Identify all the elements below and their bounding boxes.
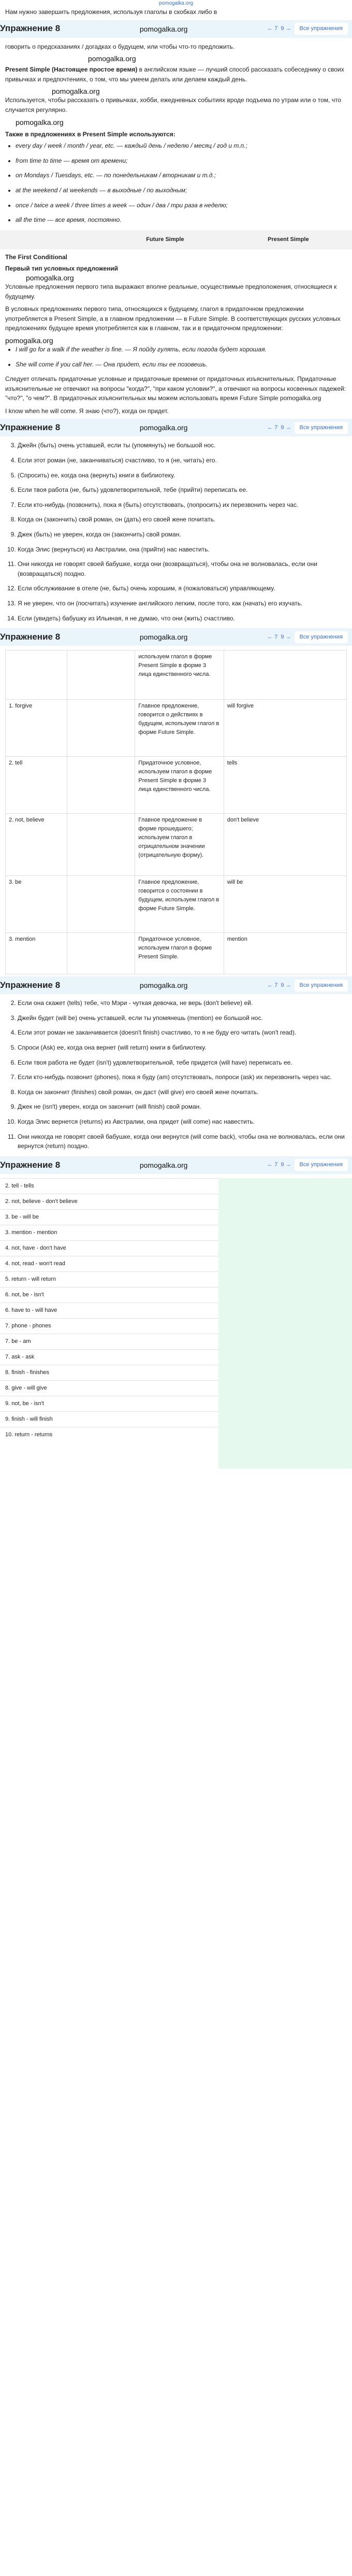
cell-explanation: Придаточное условное, используем глагол в форме Present Simple в форме 3 лица единственного числа.	[135, 757, 224, 814]
cell-explanation: Придаточное условное, используем глагол в форме Present Simple.	[135, 933, 224, 974]
cell-explanation: Главное предложение в форме прошедшего; используем глагол в отрицательном значении (отрицательную форму).	[135, 814, 224, 876]
answer-row	[0, 1209, 218, 1225]
marker-item: • at the weekend / at weekends — в выходные / по выходным;	[16, 186, 347, 195]
exercise-nav	[267, 631, 348, 643]
exercise-header-2	[0, 419, 352, 436]
answer-row	[0, 1287, 218, 1303]
prev-label: 7	[274, 25, 278, 32]
prev-label: 7	[274, 982, 278, 988]
cell-explanation: используем глагол в форме Present Simple в форме 3 лица единственного числа.	[135, 650, 224, 700]
prev-exercise-button[interactable]: ← 7	[267, 25, 278, 32]
cell-num: 2. tell	[6, 757, 67, 814]
cell-num: 2. not, believe	[6, 814, 67, 876]
prev-exercise-button[interactable]: ← 7	[267, 424, 278, 431]
answer-text: 4. not, read - won't read	[5, 1260, 65, 1267]
explanation-table	[5, 650, 347, 974]
present-simple-desc: в английском языке — лучший способ рассказать собеседнику о своих привычках и предпочтениях, о том, что мы умеем делать или делаем каждый день.	[5, 66, 344, 83]
conditional-p2: В условных предложениях первого типа, относящихся к будущему, глагол в придаточном предложении употребляется в Present Simple, а в главном предложении — в Future Simple. В соответствующих русских условных предложениях будущее время употребляется как в главном, так и в придаточном предложении:	[5, 305, 341, 332]
answer-row	[0, 1427, 218, 1442]
watermark: pomogalka.org	[5, 336, 53, 345]
exercise-nav	[267, 23, 348, 35]
answer-row	[0, 1256, 218, 1271]
answer-text: 6. have to - will have	[5, 1307, 57, 1314]
answer-row	[0, 1349, 218, 1365]
cell-sentence	[67, 700, 135, 757]
prev-exercise-button[interactable]: ← 7	[267, 1162, 278, 1168]
table-row	[6, 650, 347, 700]
grid-section	[0, 650, 352, 974]
exercise-header-3	[0, 628, 352, 646]
conditional-examples	[5, 345, 347, 369]
exercise-title: Упражнение 8	[0, 23, 61, 34]
cell-sentence	[67, 876, 135, 933]
present-simple-term: Present Simple (Настоящее простое время)	[5, 66, 138, 74]
watermark: pomogalka.org	[139, 981, 188, 990]
answer-text: 7. phone - phones	[5, 1323, 51, 1329]
watermark: pomogalka.org	[26, 273, 74, 282]
marker-item: • once / twice a week / three times a week — один / два / три раза в неделю;	[16, 201, 347, 210]
answer-row	[0, 1178, 218, 1194]
all-exercises-button[interactable]: Все упражнения	[295, 23, 348, 35]
example-1: • I will go for a walk if the weather is fine. — Я пойду гулять, если погода будет хорошая.	[16, 345, 347, 355]
cell-form: tells	[224, 757, 346, 814]
answer-row	[0, 1396, 218, 1411]
all-exercises-button[interactable]: Все упражнения	[295, 631, 348, 643]
sentence-item: 8. Когда он (закончить) свой роман, он (дать) его своей жене почитать.	[18, 515, 347, 525]
answer-text: 5. return - will return	[5, 1276, 56, 1283]
exercise-title: Упражнение 8	[0, 1159, 61, 1170]
conditional-p3: Следует отличать придаточные условные и придаточные времени от придаточных изъяснительных. Придаточные изъяснительные не отвечают на вопросы "когда?", "при каком условии?", а отвечают на вопросы косвенных падежей: "что?", "о чем?". В придаточных изъяснительных мы можем использовать время Future Simple pomogalka.org	[5, 375, 346, 402]
answers-side-panel	[218, 1178, 352, 1468]
prev-exercise-button[interactable]: ← 7	[267, 982, 278, 988]
answer-sentence: 8. Когда он закончит (finishes) свой роман, он даст (will give) его своей жене почитать.	[18, 1087, 347, 1097]
watermark: pomogalka.org	[139, 24, 188, 33]
answer-sentence: 9. Джек не (isn't) уверен, когда он закончит (will finish) свой роман.	[18, 1102, 347, 1112]
table-row	[6, 933, 347, 974]
answer-sentence: 2. Если она скажет (tells) тебе, что Мэри - чуткая девочка, не верь (don't believe) ей.	[18, 998, 347, 1008]
conditional-subtitle: Первый тип условных предложений	[5, 265, 119, 273]
exercise-nav	[267, 1159, 348, 1171]
all-exercises-button[interactable]: Все упражнения	[295, 1159, 348, 1171]
answer-row	[0, 1194, 218, 1209]
cell-explanation: Главное предложение, говорится о состоянии в будущем, используем глагол в форме Future Simple.	[135, 876, 224, 933]
cell-sentence	[67, 933, 135, 974]
answer-text: 6. not, be - isn't	[5, 1292, 44, 1298]
markers-title: Также в предложениях в Present Simple используются:	[5, 130, 175, 138]
next-exercise-button[interactable]: 9 →	[281, 25, 291, 32]
answer-text: 7. ask - ask	[5, 1354, 35, 1361]
cell-sentence	[67, 814, 135, 876]
answers-sentences-section	[0, 998, 352, 1151]
conditional-section	[0, 252, 352, 416]
table-row	[6, 814, 347, 876]
table-row	[6, 757, 347, 814]
sentence-item: 11. Они никогда не говорят своей бабушке, когда они (возвращаться), чтобы она не волновалась, если они (возвращаться) поздно.	[18, 559, 347, 578]
exercise-nav	[267, 422, 348, 434]
cell-sentence	[67, 757, 135, 814]
sentences-list	[5, 441, 347, 623]
example-2: • She will come if you call her. — Она придет, если ты ее позовешь.	[16, 360, 347, 370]
answer-text: 2. tell - tells	[5, 1182, 34, 1189]
answer-text: 8. finish - finishes	[5, 1369, 49, 1376]
answers-list-inner	[0, 1178, 218, 1443]
sentence-item: 12. Если обслуживание в отеле (не, быть) очень хорошим, я (пожаловаться) управляющему.	[18, 584, 347, 593]
intro-paragraph-4: Используется, чтобы рассказать о привычках, хобби, ежедневных событиях вроде подъема по утрам или о том, что случается регулярно.	[5, 96, 342, 114]
sentence-item: 7. Если кто-нибудь (позвонить), пока я (быть) отсутствовать, (попросить) их перезвонить через час.	[18, 500, 347, 510]
cell-num: 3. mention	[6, 933, 67, 974]
watermark: pomogalka.org	[139, 633, 188, 642]
answer-row	[0, 1303, 218, 1318]
exercise-header-5	[0, 1156, 352, 1174]
answer-sentence: 7. Если кто-нибудь позвонит (phones), пока я буду (am) отсутствовать, попроси (ask) их перезвонить через час.	[18, 1072, 347, 1082]
answer-text: 3. be - will be	[5, 1213, 39, 1220]
answer-row	[0, 1334, 218, 1349]
sentence-item: 4. Если этот роман (не, заканчиваться) счастливо, то я (не, читать) его.	[18, 456, 347, 465]
answer-sentence: 3. Джейн будет (will be) очень уставшей, если ты упомянешь (mention) ее большой нос.	[18, 1013, 347, 1023]
answer-text: 4. not, have - don't have	[5, 1244, 66, 1251]
exercise-title: Упражнение 8	[0, 980, 61, 990]
prev-label: 7	[274, 424, 278, 431]
next-label: 9	[281, 424, 284, 431]
sentence-item: 9. Джек (быть) не уверен, когда он (закончить) свой роман.	[18, 530, 347, 540]
next-label: 9	[281, 982, 284, 988]
exercise-header-4	[0, 976, 352, 994]
answers-block	[0, 1178, 352, 1468]
answer-row	[0, 1411, 218, 1427]
answer-text: 3. mention - mention	[5, 1229, 57, 1236]
cell-num: 1. forgive	[6, 700, 67, 757]
answer-text: 2. not, believe - don't believe	[5, 1198, 78, 1205]
answer-row	[0, 1225, 218, 1240]
conditional-p1: Условные предложения первого типа выражают вполне реальные, осуществимые предположения, относящиеся к будущему.	[5, 282, 337, 300]
sentence-item: 6. Если твоя работа (не, быть) удовлетворительной, тебе (прийти) переписать ее.	[18, 485, 347, 495]
answer-sentence: 6. Если твоя работа не будет (isn't) удовлетворительной, тебе придется (will have) переписать ее.	[18, 1058, 347, 1068]
next-label: 9	[281, 25, 284, 32]
answer-row	[0, 1318, 218, 1334]
cell-form: don't believe	[224, 814, 346, 876]
answer-text: 8. give - will give	[5, 1385, 47, 1392]
exercise-header-1	[0, 20, 352, 38]
sentences-section	[0, 441, 352, 623]
compare-table	[0, 230, 352, 249]
cell-form: mention	[224, 933, 346, 974]
next-exercise-button[interactable]: 9 →	[281, 982, 291, 988]
answer-sentence: 11. Они никогда не говорят своей бабушке, когда они вернутся (will come back), чтобы она не волновалась, если они вернутся (return) поздно.	[18, 1132, 347, 1151]
compare-col-future: Future Simple	[106, 230, 225, 249]
watermark: pomogalka.org	[88, 54, 136, 63]
conditional-p4: I know when he will come. Я знаю (что?), когда он придет.	[5, 407, 169, 415]
answers-sentences-list	[5, 998, 347, 1151]
exercise-nav	[267, 980, 348, 992]
answer-row	[0, 1380, 218, 1396]
marker-item: • on Mondays / Tuesdays, etc. — по понедельникам / вторникам и т.д.;	[16, 171, 347, 180]
sentence-item: 10. Когда Элис (вернуться) из Австралии, она (прийти) нас навестить.	[18, 545, 347, 555]
present-simple-section	[0, 42, 352, 225]
answers-list	[0, 1178, 218, 1468]
answer-row	[0, 1271, 218, 1287]
all-exercises-button[interactable]: Все упражнения	[295, 980, 348, 992]
table-row	[6, 700, 347, 757]
exercise-title: Упражнение 8	[0, 632, 61, 642]
watermark: pomogalka.org	[139, 423, 188, 432]
answer-row	[0, 1365, 218, 1380]
next-label: 9	[281, 1162, 284, 1168]
marker-item: • every day / week / month / year, etc. — каждый день / неделю / месяц / год и т.п.;	[16, 141, 347, 151]
next-exercise-button[interactable]: 9 →	[281, 424, 291, 431]
table-row	[6, 876, 347, 933]
cell-num: 3. be	[6, 876, 67, 933]
answer-row	[0, 1240, 218, 1256]
sentence-item: 13. Я не уверен, что он (посчитать) изучение английского легким, после того, как (начать) его изучать.	[18, 599, 347, 608]
next-exercise-button[interactable]: 9 →	[281, 1162, 291, 1168]
cell-form: will be	[224, 876, 346, 933]
cell-num	[6, 650, 67, 700]
conditional-title: The First Conditional	[5, 253, 67, 261]
intro-paragraph-2: говорить о предсказаниях / догадках о будущем, или чтобы что-то предложить.	[5, 43, 234, 50]
answer-text: 7. be - am	[5, 1338, 31, 1345]
intro-section	[0, 7, 352, 17]
cell-explanation: Главное предложение, говорится о действиях в будущем, используем глагол в форме Future Simple.	[135, 700, 224, 757]
cell-sentence	[67, 650, 135, 700]
prev-label: 7	[274, 1162, 278, 1168]
compare-col-empty	[0, 230, 106, 249]
marker-item: • all the time — все время, постоянно.	[16, 215, 347, 225]
next-label: 9	[281, 633, 284, 640]
answer-text: 9. finish - will finish	[5, 1416, 53, 1423]
sentence-item: 14. Если (увидеть) бабушку из Ильиная, я не думаю, что они (жить) счастливо.	[18, 614, 347, 624]
next-exercise-button[interactable]: 9 →	[281, 633, 291, 640]
all-exercises-button[interactable]: Все упражнения	[295, 422, 348, 434]
answer-sentence: 5. Спроси (Ask) ее, когда она вернет (will return) книги в библиотеку.	[18, 1043, 347, 1053]
answer-sentence: 4. Если этот роман не заканчивается (doesn't finish) счастливо, то я не буду его читать (won't read).	[18, 1028, 347, 1038]
cell-form	[224, 650, 346, 700]
exercise-title: Упражнение 8	[0, 422, 61, 433]
intro-paragraph-3	[5, 65, 347, 84]
compare-col-present: Present Simple	[225, 230, 352, 249]
sentence-item: 3. Джейн (быть) очень уставшей, если ты (упомянуть) не большой нос.	[18, 441, 347, 450]
prev-exercise-button[interactable]: ← 7	[267, 633, 278, 640]
markers-list	[5, 141, 347, 225]
watermark: pomogalka.org	[52, 87, 100, 96]
sentence-item: 5. (Спросить) ее, когда она (вернуть) книги в библиотеку.	[18, 471, 347, 480]
answer-sentence: 10. Когда Элис вернется (returns) из Австралии, она придет (will come) нас навестить.	[18, 1117, 347, 1127]
marker-item: • from time to time — время от времени;	[16, 156, 347, 166]
site-logo[interactable]: pomogalka.org	[158, 1, 194, 6]
intro-paragraph-1: Нам нужно завершить предложения, используя глаголы в скобках либо в	[5, 8, 217, 16]
prev-label: 7	[274, 633, 278, 640]
watermark: pomogalka.org	[16, 118, 64, 126]
answer-text: 9. not, be - isn't	[5, 1400, 44, 1407]
watermark: pomogalka.org	[139, 1160, 188, 1169]
cell-form: will forgive	[224, 700, 346, 757]
answer-text: 10. return - returns	[5, 1432, 53, 1438]
